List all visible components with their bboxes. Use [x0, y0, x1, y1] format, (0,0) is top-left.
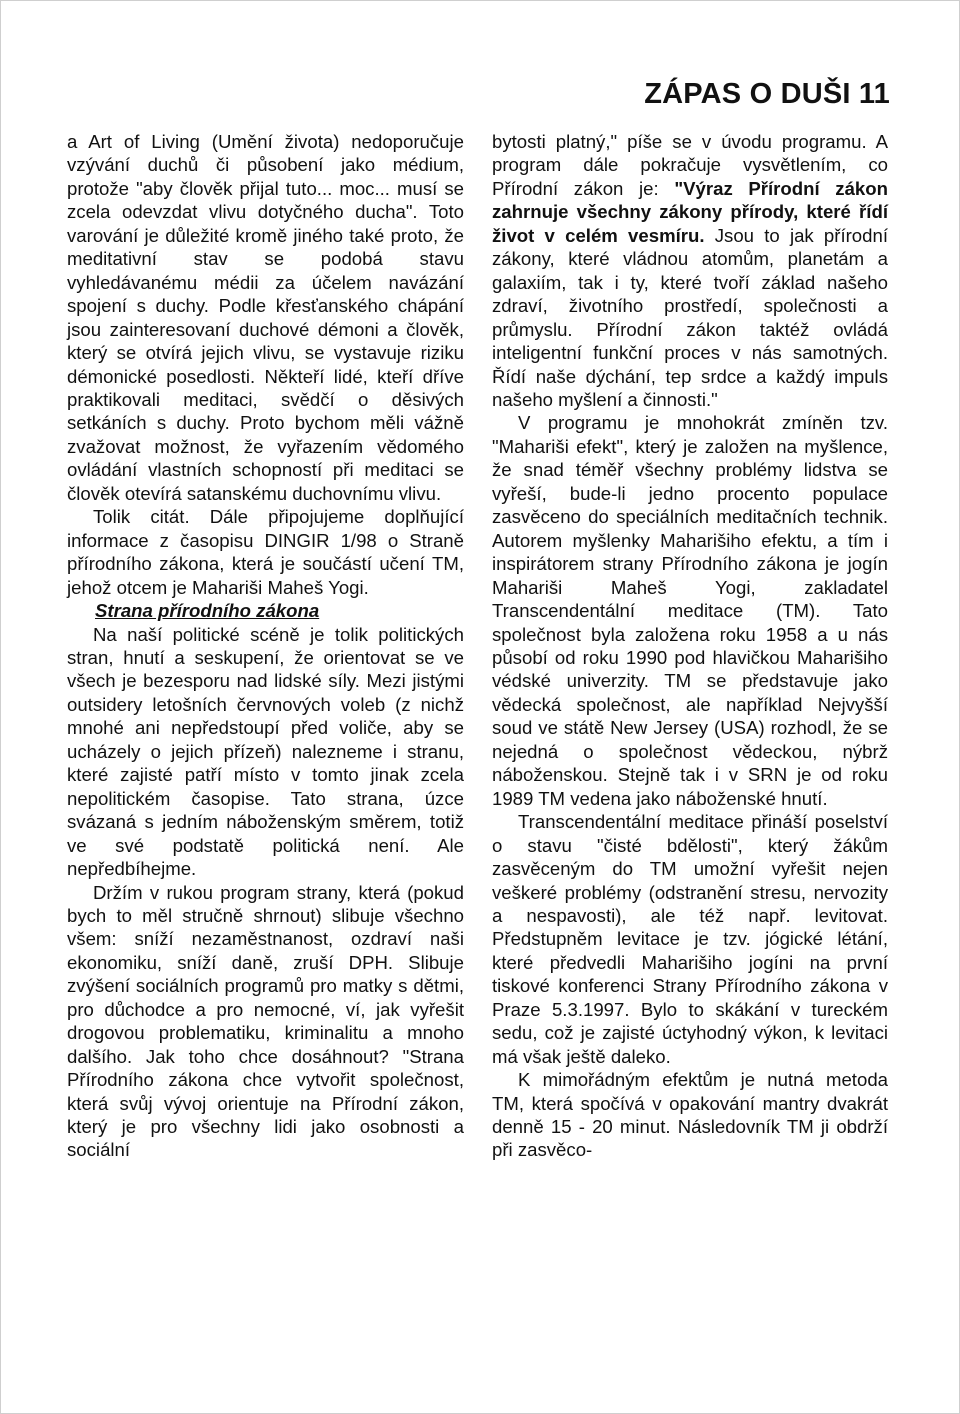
left-paragraph-1: a Art of Living (Umění života) nedoporučuje vzývání duchů či působení jako médium, protože "aby člověk přijal tuto... moc... musí se zcela odevzdat vlivu dotyčného ducha". Toto varování je důležité kromě jiného také proto, že meditativní stav se podobá stavu vyhledávanému médii za účelem navázání spojení s duchy. Podle křesťanského chápání jsou zainteresovaní duchové démoni a člověk, který se otvírá jejich vlivu, se vystavuje riziku démonické posedlosti. Někteří lidé, kteří dříve praktikovali meditaci, svědčí o děsivých setkáních s duchy. Proto bychom měli vážně zvažovat možnost, že vyřazením vědomého ovládání vlastních schopností při meditaci se člověk otevírá satanskému duchovnímu vlivu.	[67, 131, 464, 504]
left-column	[67, 130, 464, 1162]
right-paragraph-4: K mimořádným efektům je nutná metoda TM, která spočívá v opakování mantry dvakrát denně 15 - 20 minut. Následovník TM ji obdrží při zasvěco-	[492, 1069, 888, 1161]
right-paragraph-2: V programu je mnohokrát zmíněn tzv. "Mahariši efekt", který je založen na myšlence, že snad téměř všechny problémy lidstva se vyřeší, bude-li jedno procento populace zasvěceno do speciálních meditačních technik. Autorem myšlenky Maharišiho efektu, a tím i inspirátorem strany Přírodního zákona je jogín Mahariši Maheš Yogi, zakladatel Transcendentální meditace (TM). Tato společnost byla založena roku 1958 a u nás působí od roku 1990 pod hlavičkou Maharišiho védské univerzity. TM se představuje jako vědecká společnost, ale například Nejvyšší soud ve státě New Jersey (USA) rozhodl, že se nejedná o společnost vědeckou, nýbrž náboženskou. Stejně tak i v SRN je od roku 1989 TM vedena jako náboženské hnutí.	[492, 412, 888, 809]
left-paragraph-4: Držím v rukou program strany, která (pokud bych to měl stručně shrnout) slibuje všechno všem: sníží nezaměstnanost, ozdraví naši ekonomiku, sníží daně, zruší DPH. Slibuje zvýšení sociálních programů pro matky s dětmi, pro důchodce a pro nemocné, ví, jak vyřešit drogovou problematiku, kriminalitu a mnoho dalšího. Jak toho chce dosáhnout? "Strana Přírodního zákona chce vytvořit společnost, která svůj vývoj orientuje na Přírodní zákon, který je pro všechny lidi jako osobnosti a sociální	[67, 881, 464, 1161]
page-header-title: ZÁPAS O DUŠI 11	[644, 78, 890, 110]
left-paragraph-3: Na naší politické scéně je tolik politických stran, hnutí a seskupení, že orientovat se ve všech je bezesporu nad lidské síly. Mezi jistými outsidery letošních červnových voleb (z nichž mnohé ani nepředstoupí před voliče, aby se ucházely o jejich přízeň) nalezneme i stranu, které zajisté patří místo v tomto jinak zcela nepolitickém časopise. Tato strana, úzce svázaná s jedním náboženským směrem, totiž ve své podstatě politická není. Ale nepředbíhejme.	[67, 623, 464, 880]
section-subheading: Strana přírodního zákona	[95, 600, 320, 622]
natural-law-definition: "Výraz Přírodní zákon zahrnuje všechny zákony přírody, které řídí život v celém vesmíru.	[492, 177, 888, 246]
right-paragraph-1	[492, 130, 888, 411]
right-paragraph-1-start: bytosti platný," píše se v úvodu programu. A program dále pokračuje vysvětlením, co Přírodní zákon je:	[492, 131, 888, 199]
right-column	[492, 130, 888, 1162]
left-paragraph-2: Tolik citát. Dále připojujeme doplňující informace z časopisu DINGIR 1/98 o Straně přírodního zákona, která je součástí učení TM, jehož otcem je Mahariši Maheš Yogi.	[67, 506, 464, 598]
right-paragraph-1-end: Jsou to jak přírodní zákony, které vládnou atomům, planetám a galaxiím, tak i ty, které tvoří základ našeho zdraví, životního prostředí, společnosti a průmyslu. Přírodní zákon taktéž ovládá inteligentní funkční proces v nás samotných. Řídí naše dýchání, tep srdce a každý impuls našeho myšlení a činnosti."	[492, 224, 888, 410]
right-paragraph-3: Transcendentální meditace přináší poselství o stavu "čisté bdělosti", který žákům zasvěceným do TM umožní vyřešit nejen veškeré problémy (odstranění stresu, nervozity a nespavosti), ale též např. levitovat. Předstupněm levitace je tzv. jógické létání, které předvedli Maharišiho jogíni na první tiskové konferenci Strany Přírodního zákona v Praze 5.3.1997. Bylo to skákání v tureckém sedu, což je zajisté úctyhodný výkon, k levitaci má však ještě daleko.	[492, 811, 888, 1067]
